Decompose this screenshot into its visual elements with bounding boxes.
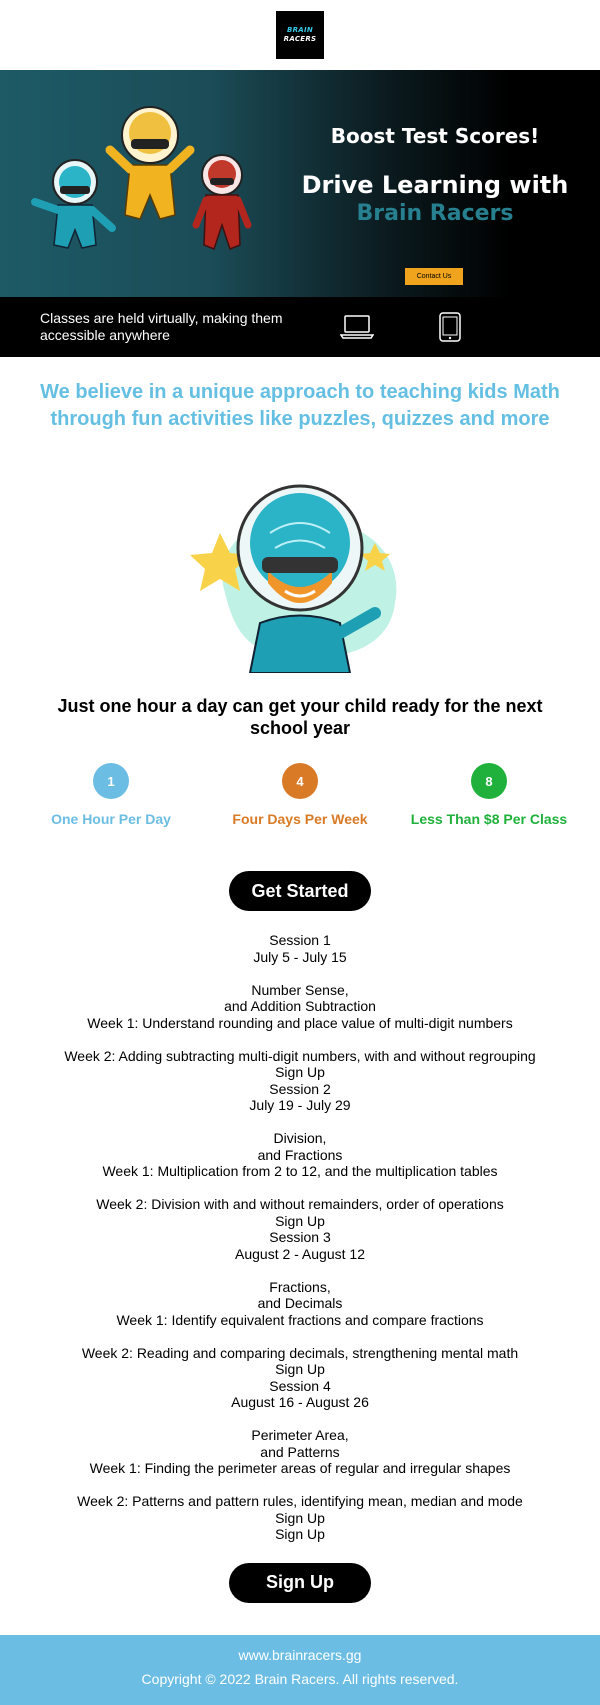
session-topic: Fractions, — [269, 1278, 331, 1295]
racer-characters-illustration — [0, 70, 310, 297]
session-topic: Perimeter Area, — [251, 1427, 349, 1443]
brand-logo[interactable] — [276, 11, 324, 59]
logo-line-2: RACERS — [283, 35, 317, 43]
hero-headline: Boost Test Scores! — [330, 124, 540, 148]
logo-line-1: BRAIN — [286, 26, 314, 34]
tablet-icon — [438, 311, 462, 343]
session-title: Session 4 — [269, 1377, 331, 1394]
session-topic: and Patterns — [260, 1443, 340, 1460]
session-sign-up-link[interactable]: Sign Up — [275, 1361, 325, 1377]
session-title: Session 2 — [269, 1080, 331, 1097]
session-topic: and Fractions — [257, 1146, 343, 1163]
session-dates: August 16 - August 26 — [231, 1394, 369, 1410]
session-week: Week 2: Adding subtracting multi-digit numbers, with and without regrouping — [64, 1047, 536, 1064]
session-dates: July 19 - July 29 — [249, 1097, 351, 1113]
session-week: Week 1: Identify equivalent fractions and compare fractions — [116, 1311, 484, 1328]
sign-up-button[interactable]: Sign Up — [229, 1563, 371, 1603]
stat-hours — [26, 763, 196, 827]
session-title: Session 3 — [269, 1229, 331, 1245]
footer-copyright: Copyright © 2022 Brain Racers. All rights reserved. — [141, 1671, 459, 1687]
footer — [0, 1635, 600, 1705]
session-week: Week 2: Reading and comparing decimals, strengthening mental math — [81, 1344, 519, 1361]
hero-banner — [0, 70, 600, 297]
session-week: Week 2: Division with and without remainders, order of operations — [96, 1196, 504, 1212]
laptop-icon — [340, 314, 374, 340]
session-dates: July 5 - July 15 — [253, 948, 347, 965]
session-week: Week 1: Multiplication from 2 to 12, and the multiplication tables — [102, 1163, 498, 1179]
session-week: Week 1: Understand rounding and place value of multi-digit numbers — [87, 1014, 513, 1031]
hero-text — [300, 70, 570, 228]
hero-brand-name: Brain Racers — [356, 201, 514, 226]
session-schedule — [0, 932, 600, 1543]
session-sign-up-link[interactable]: Sign Up — [275, 1509, 325, 1526]
session-title: Session 1 — [269, 932, 331, 948]
stat-number-badge: 8 — [471, 763, 507, 799]
header — [0, 0, 600, 70]
footer-website-link[interactable]: www.brainracers.gg — [238, 1647, 362, 1663]
stat-number-badge: 1 — [93, 763, 129, 799]
stat-label: One Hour Per Day — [51, 811, 171, 827]
stat-price — [404, 763, 574, 827]
intro-text: We believe in a unique approach to teaching kids Math through fun activities like puzzles, quizzes and more — [40, 381, 560, 430]
racer-mascot-illustration — [190, 473, 410, 673]
stat-number-badge: 4 — [282, 763, 318, 799]
stat-label: Less Than $8 Per Class — [410, 811, 568, 827]
subheading: Just one hour a day can get your child ready for the next school year — [57, 696, 543, 738]
session-sign-up-link[interactable]: Sign Up — [275, 1212, 325, 1229]
stat-days — [215, 763, 385, 827]
hero-title: Drive Learning with — [301, 171, 569, 199]
session-topic: Division, — [273, 1130, 327, 1146]
virtual-classes-text: Classes are held virtually, making them accessible anywhere — [40, 310, 283, 343]
stat-label: Four Days Per Week — [232, 811, 368, 827]
get-started-button[interactable]: Get Started — [229, 871, 371, 911]
session-week: Week 1: Finding the perimeter areas of regular and irregular shapes — [89, 1460, 511, 1476]
session-topic: Number Sense, — [251, 981, 349, 998]
session-topic: and Addition Subtraction — [224, 998, 376, 1014]
session-topic: and Decimals — [257, 1295, 343, 1311]
stats-row — [0, 763, 600, 827]
extra-sign-up-link[interactable]: Sign Up — [275, 1526, 325, 1542]
session-dates: August 2 - August 12 — [235, 1245, 365, 1262]
session-week: Week 2: Patterns and pattern rules, identifying mean, median and mode — [77, 1493, 523, 1509]
session-sign-up-link[interactable]: Sign Up — [275, 1064, 325, 1080]
virtual-classes-bar — [0, 297, 600, 357]
contact-us-button[interactable]: Contact Us — [405, 268, 463, 285]
